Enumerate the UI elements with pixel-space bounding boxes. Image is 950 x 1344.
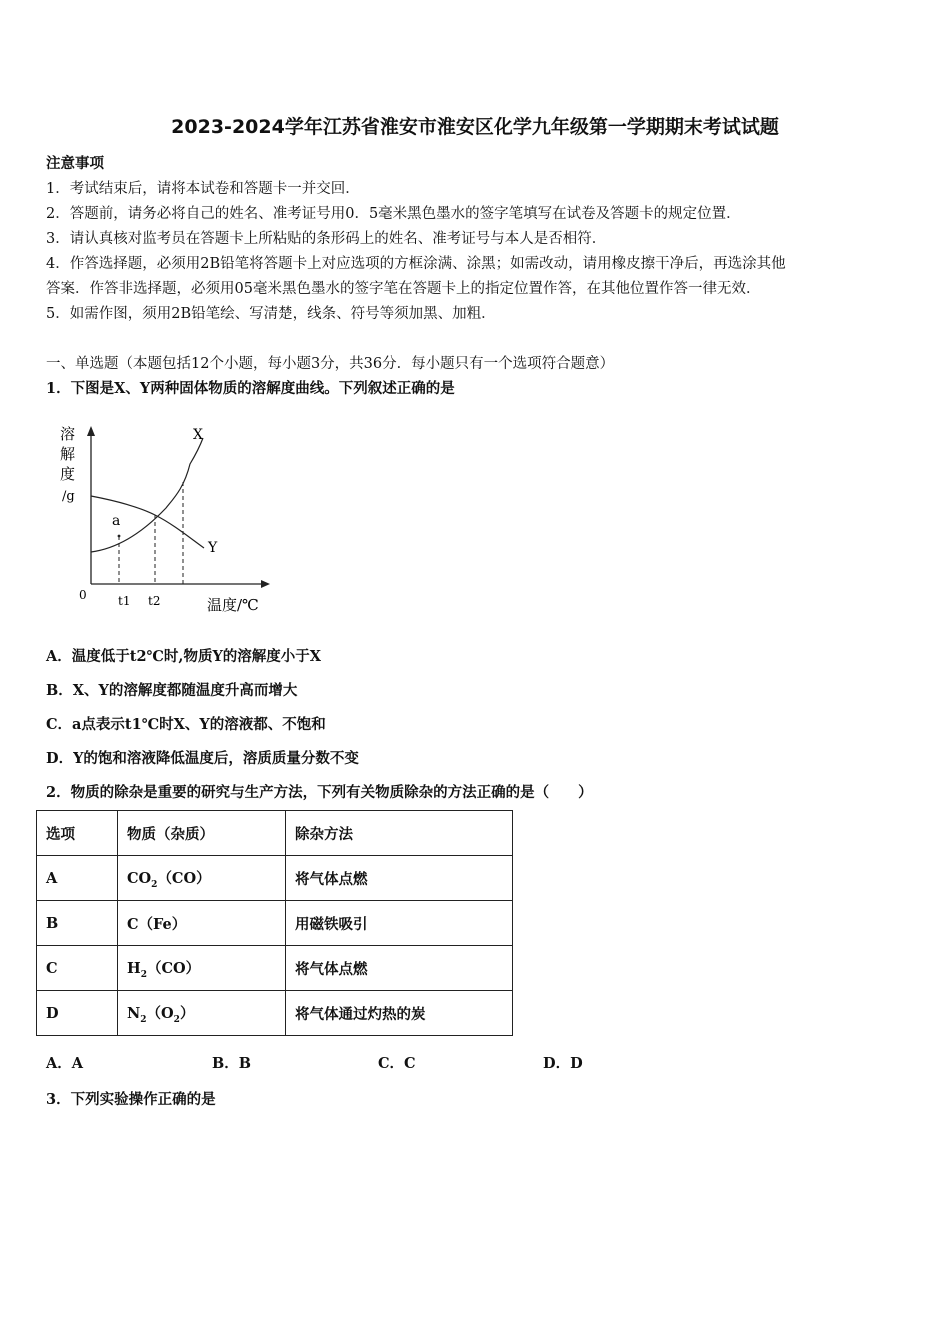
table-row: [37, 856, 513, 901]
q2-answer-choices: [46, 1052, 666, 1072]
method-cell: 用磁铁吸引: [286, 901, 513, 946]
notice-item: 答案．作答非选择题，必须用05毫米黑色墨水的签字笔在答题卡上的指定位置作答，在其他位置作答一律无效．: [46, 281, 761, 297]
purification-table: [36, 810, 513, 1036]
table-header-cell: 除杂方法: [286, 811, 513, 856]
solubility-curve-chart: [52, 418, 277, 623]
tick-label-t2: t2: [148, 594, 161, 608]
q1-option-d: D．Y的饱和溶液降低温度后，溶质质量分数不变: [46, 750, 359, 767]
notice-item: 3．请认真核对监考员在答题卡上所粘贴的条形码上的姓名、准考证号与本人是否相符．: [46, 231, 607, 247]
question-2-stem: 2．物质的除杂是重要的研究与生产方法，下列有关物质除杂的方法正确的是（ ）: [46, 784, 593, 801]
tick-label-t1: t1: [118, 594, 131, 608]
method-cell: 将气体点燃: [286, 856, 513, 901]
substance-cell: $CO_2(CO)$: [118, 856, 286, 901]
page-title: 2023-2024学年江苏省淮安市淮安区化学九年级第一学期期末考试试题: [171, 116, 779, 138]
method-cell: 将气体通过灼热的炭: [286, 991, 513, 1036]
y-axis-label-char: 溶: [60, 425, 76, 443]
method-cell: 将气体点燃: [286, 946, 513, 991]
table-row: [37, 901, 513, 946]
notice-item: 5．如需作图，须用2B铅笔绘、写清楚，线条、符号等须加黑、加粗．: [46, 306, 496, 322]
table-row: [37, 946, 513, 991]
point-a-label: a: [112, 513, 121, 529]
table-header-row: [37, 811, 513, 856]
y-axis-label-char: 度: [60, 465, 76, 483]
origin-label: 0: [79, 588, 87, 602]
q1-option-a: A．温度低于t2℃时,物质Y的溶解度小于X: [46, 648, 322, 665]
table-header-cell: 物质（杂质）: [118, 811, 286, 856]
substance-cell: $H_2(CO)$: [118, 946, 286, 991]
q2-answer-a: A．A: [46, 1055, 84, 1072]
notice-heading: 注意事项: [46, 155, 104, 172]
curve-y-label: Y: [208, 540, 218, 556]
curve-x-label: X: [193, 427, 203, 443]
option-cell: C: [37, 946, 118, 991]
curve-y: [91, 496, 204, 548]
q1-option-c: C．a点表示t1℃时X、Y的溶液都、不饱和: [46, 716, 326, 733]
y-axis-arrow: [87, 426, 95, 436]
question-3-stem: 3．下列实验操作正确的是: [46, 1091, 216, 1108]
option-cell: A: [37, 856, 118, 901]
q2-answer-b: B．B: [212, 1055, 252, 1072]
table-row: [37, 991, 513, 1036]
table-header-cell: 选项: [37, 811, 118, 856]
q2-answer-d: D．D: [543, 1055, 583, 1072]
x-axis-arrow: [261, 580, 270, 588]
substance-cell: C（Fe）: [118, 901, 286, 946]
section-heading: 一、单选题（本题包括12个小题，每小题3分，共36分．每小题只有一个选项符合题意）: [46, 356, 615, 372]
option-cell: B: [37, 901, 118, 946]
substance-cell: $N_2(O_2)$: [118, 991, 286, 1036]
notice-item: 2．答题前，请务必将自己的姓名、准考证号用0．5毫米黑色墨水的签字笔填写在试卷及答题卡的规定位置．: [46, 206, 741, 222]
notice-item: 4．作答选择题，必须用2B铅笔将答题卡上对应选项的方框涂满、涂黑；如需改动，请用橡皮擦干净后，再选涂其他: [46, 256, 786, 272]
point-a-dot: [118, 535, 121, 538]
notice-item: 1．考试结束后，请将本试卷和答题卡一并交回．: [46, 181, 360, 197]
y-axis-label-unit: /g: [62, 489, 75, 504]
option-cell: D: [37, 991, 118, 1036]
x-axis-label: 温度/℃: [207, 596, 259, 614]
question-1-stem: 1．下图是X、Y两种固体物质的溶解度曲线。下列叙述正确的是: [46, 380, 455, 397]
q2-answer-c: C．C: [378, 1055, 416, 1072]
y-axis-label-char: 解: [60, 445, 76, 463]
q1-option-b: B．X、Y的溶解度都随温度升高而增大: [46, 682, 298, 699]
